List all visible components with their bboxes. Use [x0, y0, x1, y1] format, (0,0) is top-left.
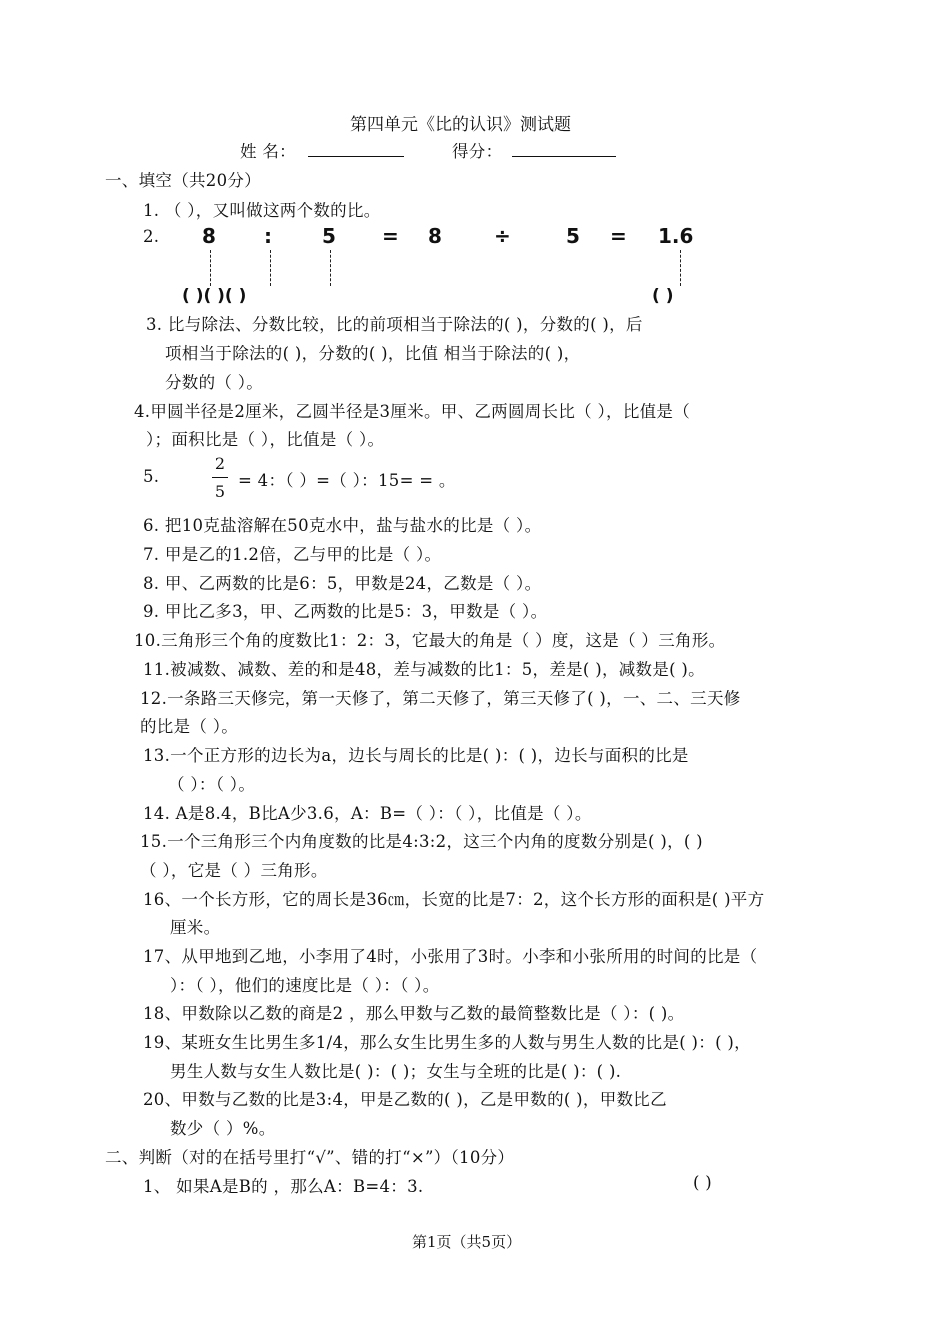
judge-question-1: 1、 如果A是B的 ，那么A：B=4：3. [143, 1177, 424, 1196]
question-10: 10.三角形三个角的度数比1：2：3，它最大的角是（ ）度，这是（ ）三角形。 [134, 631, 726, 650]
formula-term: 8 [428, 224, 442, 248]
question-15-line-1: 15.一个三角形三个内角度数的比是4:3:2，这三个内角的度数分别是( )，( ) [140, 832, 703, 851]
section-heading-fill: 一、填空（共20分） [105, 171, 261, 190]
question-20-line-2: 数少（ ）%。 [170, 1119, 276, 1138]
formula-term: ÷ [494, 224, 511, 248]
formula-term: 8 [202, 224, 216, 248]
question-6: 6. 把10克盐溶解在50克水中，盐与盐水的比是（ ）。 [143, 516, 542, 535]
fraction-bar [212, 477, 228, 478]
question-3-line-2: 项相当于除法的( )，分数的( )，比值 相当于除法的( )， [165, 344, 581, 363]
question-3-line-1: 3. 比与除法、分数比较，比的前项相当于除法的( )，分数的( )，后 [146, 315, 643, 334]
section-heading-judge: 二、判断（对的在括号里打“√”、错的打“×”）（10分） [105, 1148, 515, 1167]
question-5-text: = 4：（ ）=（ ）：15= = 。 [238, 471, 456, 490]
question-19-line-2: 男生人数与女生人数比是( )：( )；女生与全班的比是( )：( ). [170, 1062, 622, 1081]
question-1: 1. （ ），又叫做这两个数的比。 [143, 201, 381, 220]
dashed-connector [210, 250, 211, 286]
question-5-number: 5. [143, 467, 160, 486]
question-14: 14. A是8.4，B比A少3.6，A：B=（ ）：（ ），比值是（ ）。 [143, 804, 592, 823]
question-2-number: 2. [143, 227, 160, 246]
question-8: 8. 甲、乙两数的比是6：5，甲数是24，乙数是（ ）。 [143, 574, 542, 593]
page-title: 第四单元《比的认识》测试题 [350, 115, 571, 135]
question-15-line-2: （ ），它是（ ）三角形。 [140, 861, 328, 880]
question-4-line-1: 4.甲圆半径是2厘米，乙圆半径是3厘米。甲、乙两圆周长比（ ），比值是（ [134, 402, 691, 421]
formula-term: : [264, 224, 272, 248]
answer-blank[interactable]: ( ) [652, 286, 674, 306]
score-label: 得分： [452, 142, 503, 161]
name-field[interactable] [308, 142, 404, 157]
question-16-line-2: 厘米。 [170, 918, 221, 937]
question-16-line-1: 16、一个长方形，它的周长是36㎝，长宽的比是7：2，这个长方形的面积是( )平方 [143, 890, 765, 909]
question-12-line-1: 12.一条路三天修完，第一天修了，第二天修了，第三天修了( )，一、二、三天修 [140, 689, 741, 708]
question-11: 11.被减数、减数、差的和是48，差与减数的比1：5，差是( )，减数是( )。 [143, 660, 705, 679]
fraction-numerator: 2 [214, 454, 226, 473]
judge-answer-blank[interactable]: ( ) [693, 1173, 713, 1192]
question-17-line-2: ）：（ ），他们的速度比是（ ）：（ ）。 [170, 976, 440, 995]
question-17-line-1: 17、从甲地到乙地，小李用了4时，小张用了3时。小李和小张所用的时间的比是（ [143, 947, 758, 966]
question-7: 7. 甲是乙的1.2倍，乙与甲的比是（ ）。 [143, 545, 442, 564]
question-3-line-3: 分数的（ ）。 [165, 373, 264, 392]
dashed-connector [270, 250, 271, 286]
question-20-line-1: 20、甲数与乙数的比是3:4，甲是乙数的( )，乙是甲数的( )，甲数比乙 [143, 1090, 667, 1109]
answer-blanks[interactable]: ( )( )( ) [182, 286, 247, 306]
page-number: 第1页（共5页） [412, 1233, 522, 1251]
question-13-line-1: 13.一个正方形的边长为a，边长与周长的比是( )：( )，边长与面积的比是 [143, 746, 689, 765]
name-label: 姓 名： [240, 142, 296, 161]
formula-term: 5 [322, 224, 336, 248]
question-13-line-2: （ ）：（ ）。 [168, 775, 256, 794]
question-12-line-2: 的比是（ ）。 [140, 717, 239, 736]
score-field[interactable] [512, 142, 616, 157]
dashed-connector [680, 250, 681, 286]
question-18: 18、甲数除以乙数的商是2 ，那么甲数与乙数的最简整数比是（ ）：( )。 [143, 1004, 685, 1023]
formula-term: 1.6 [658, 224, 694, 248]
formula-term: 5 [566, 224, 580, 248]
fraction-denominator: 5 [214, 482, 226, 501]
formula-term: = [610, 224, 627, 248]
question-9: 9. 甲比乙多3，甲、乙两数的比是5：3，甲数是（ ）。 [143, 602, 548, 621]
question-19-line-1: 19、某班女生比男生多1/4，那么女生比男生多的人数与男生人数的比是( )：( )， [143, 1033, 751, 1052]
question-4-line-2: ）；面积比是（ ），比值是（ ）。 [146, 430, 385, 449]
formula-term: = [382, 224, 399, 248]
dashed-connector [330, 250, 331, 286]
